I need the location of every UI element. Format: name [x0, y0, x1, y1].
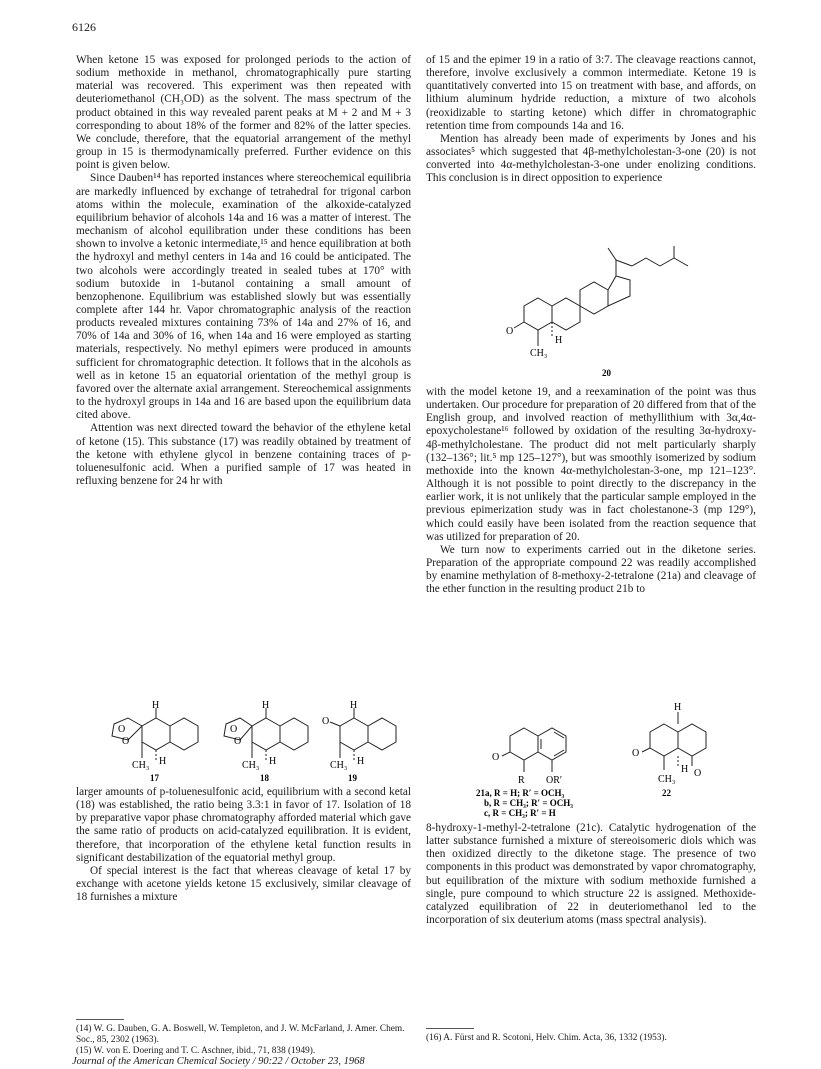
- o-label: O: [122, 736, 130, 747]
- paragraph: Mention has already been made of experiments by Jones and his associates⁵ which suggested that 4β-methylcholestan-3-one (20) is not converted into 4α-methylcholestan-3-one under enolizing conditions. This conclusion is in direct opposition to experience: [426, 132, 756, 185]
- legend-21c: c, R = CH₃; R′ = H: [484, 808, 556, 818]
- compound-20-label: 20: [602, 368, 611, 378]
- o-label: O: [118, 724, 126, 735]
- r-label: R: [518, 775, 525, 786]
- structure-20: [498, 246, 698, 382]
- o-label: O: [230, 724, 238, 735]
- legend-21b: b, R = CH₃; R′ = OCH₃: [484, 798, 573, 808]
- o-label: O: [322, 716, 330, 727]
- footnote-15: (15) W. von E. Doering and T. C. Aschner, ibid., 71, 838 (1949).: [76, 1046, 316, 1057]
- paragraph: larger amounts of p-toluenesulfonic acid, equilibrium with a second ketal (18) was established, the ratio being 3.3:1 in favor of 17. Isolation of 18 by preparative vapor phase chromatography afforded material which gave the same ratio of products on acid-catalyzed equilibration. It is evident, therefore, that incorporation of the ethylene ketal function results in significant destabilization of the equatorial methyl group.: [76, 786, 411, 864]
- h-label: H: [350, 700, 358, 711]
- paragraph: We turn now to experiments carried out in the diketone series. Preparation of the appropriate compound 22 was readily accomplished by enamine methylation of 8-methoxy-2-tetralone (21a) and cleavage of the ether function in the resulting product 21b to: [426, 543, 756, 596]
- compound-18-label: 18: [260, 773, 269, 782]
- footnotes-left: [76, 1024, 411, 1058]
- footnote-rule: [426, 1028, 474, 1029]
- h-label: H: [159, 756, 167, 767]
- o-label: O: [234, 736, 242, 747]
- o-label: O: [506, 326, 514, 337]
- structures-17-18-19: [90, 700, 410, 782]
- o-label: O: [632, 748, 640, 759]
- footnote-rule: [76, 1019, 124, 1020]
- right-column-text-continued: [426, 386, 756, 597]
- paragraph: Attention was next directed toward the behavior of the ethylene ketal of ketone (15). This substance (17) was readily obtained by treatment of the ketone with ethylene glycol in benzene containing traces of p-toluenesulfonic acid. When a purified sample of 17 was heated in refluxing benzene for 24 hr with: [76, 422, 411, 487]
- ch3-label: CH₃: [658, 774, 676, 785]
- footnote-16: (16) A. Fürst and R. Scotoni, Helv. Chim. Acta, 36, 1332 (1953).: [426, 1033, 667, 1043]
- h-label: H: [152, 700, 160, 711]
- h-label: H: [357, 756, 365, 767]
- paragraph: Since Dauben¹⁴ has reported instances where stereochemical equilibria are markedly influenced by exchange of tetrahedral for trigonal carbon atoms within the molecule, examination of the alkoxide-catalyzed equilibrium behavior of alcohols 14a and 16 was a matter of interest. The mechanism of alcohol equilibration under these conditions has been shown to involve a ketonic intermediate,¹⁵ and hence equilibration at both the hydroxyl and methyl centers in 14a and 16 could be anticipated. The two alcohols were accordingly treated in sealed tubes at 170° with sodium butoxide in 1-butanol containing a small amount of benzophenone. Equilibrium was established slowly but was essentially complete after 144 hr. Vapor chromatographic analysis of the reaction products revealed mixtures containing 73% of 14a and 27% of 16, and 70% of 14a and 30% of 16, when 14a and 16 were employed as starting materials, respectively. No methyl epimers were produced in amounts sufficient for chromatographic detection. It follows that in the alcohols as well as in ketone 15 an equatorial orientation of the methyl group is favored over the alternate axial arrangement. Stereochemical assignments to the hydroxyl groups in 14a and 16 are based upon the equilibrium data cited above.: [76, 172, 411, 422]
- h-label: H: [674, 702, 682, 713]
- paragraph: with the model ketone 19, and a reexamination of the point was thus undertaken. Our procedure for preparation of 20 differed from that of the English group, and involved reaction of methyllithium with 3α,4α-epoxycholestane¹⁶ followed by oxidation of the resulting 3α-hydroxy-4β-methylcholestane. The product did not melt particularly sharply (132–136°; lit.⁵ mp 125–127°), but was smoothly isomerized by sodium methoxide into the known 4α-methylcholestan-3-one, mp 121–123°. Although it is not possible to point directly to the discrepancy in the earlier work, it is not unlikely that the particular sample employed in the previous epimerization study was in fact cholestanone-3 (mp 129°), which could easily have been isolated from the reaction sequence that was utilized for preparation of 20.: [426, 386, 756, 543]
- ch3-label: CH₃: [132, 760, 150, 771]
- ch3-label: CH₃: [242, 760, 260, 771]
- o-label: O: [694, 768, 702, 779]
- h-label: H: [681, 764, 689, 775]
- page-number: 6126: [72, 20, 96, 34]
- paragraph: Of special interest is the fact that whereas cleavage of ketal 17 by exchange with acetone yields ketone 15 exclusively, similar cleavage of 18 furnishes a mixture: [76, 864, 411, 904]
- right-column-text-end: [426, 822, 756, 927]
- structures-21-22: [468, 700, 748, 820]
- or-label: OR′: [546, 775, 563, 786]
- ch3-label: CH₃: [530, 348, 548, 359]
- h-label: H: [555, 335, 563, 346]
- paragraph: When ketone 15 was exposed for prolonged periods to the action of sodium methoxide in methanol, chromatographically pure starting material was recovered. This experiment was then repeated with deuteriomethanol (CH₃OD) as the solvent. The mass spectrum of the product obtained in this way revealed parent peaks at M + 2 and M + 3 corresponding to about 18% of the former and 82% of the latter species. We conclude, therefore, that the equatorial arrangement of the methyl group in 15 is thermodynamically preferred. Further evidence on this point is given below.: [76, 54, 411, 172]
- footnote-14: (14) W. G. Dauben, G. A. Boswell, W. Templeton, and J. W. McFarland, J. Amer. Chem. Soc., 85, 2302 (1963).: [76, 1024, 405, 1046]
- compound-22-label: 22: [662, 788, 671, 798]
- h-label: H: [269, 756, 277, 767]
- right-column-text: [426, 54, 756, 186]
- ch3-label: CH₃: [330, 760, 348, 771]
- h-label: H: [262, 700, 270, 711]
- o-label: O: [492, 752, 500, 763]
- legend-21a: 21a, R = H; R′ = OCH₃: [476, 788, 565, 798]
- compound-19-label: 19: [348, 773, 357, 782]
- paragraph: of 15 and the epimer 19 in a ratio of 3:7. The cleavage reactions cannot, therefore, involve exclusively a common intermediate. Ketone 19 is quantitatively converted into 15 on treatment with base, and affords, on lithium aluminum hydride reduction, a mixture of two alcohols (reoxidizable to starting ketone) which differ in chromatographic retention time from compounds 14a and 16.: [426, 54, 756, 132]
- left-column-text: [76, 54, 411, 488]
- paragraph: 8-hydroxy-1-methyl-2-tetralone (21c). Catalytic hydrogenation of the latter substance furnished a mixture of stereoisomeric diols which was then oxidized directly to the diketone stage. The presence of two components in this product was demonstrated by vapor chromatography, but equilibration of the mixture with sodium methoxide furnished a single, pure compound to which structure 22 is assigned. Methoxide-catalyzed equilibration of 22 in deuteriomethanol led to the incorporation of six deuterium atoms (mass spectral analysis).: [426, 822, 756, 927]
- journal-footer: Journal of the American Chemical Society / 90:22 / October 23, 1968: [72, 1056, 365, 1067]
- left-column-text-continued: [76, 786, 411, 904]
- compound-17-label: 17: [150, 773, 159, 782]
